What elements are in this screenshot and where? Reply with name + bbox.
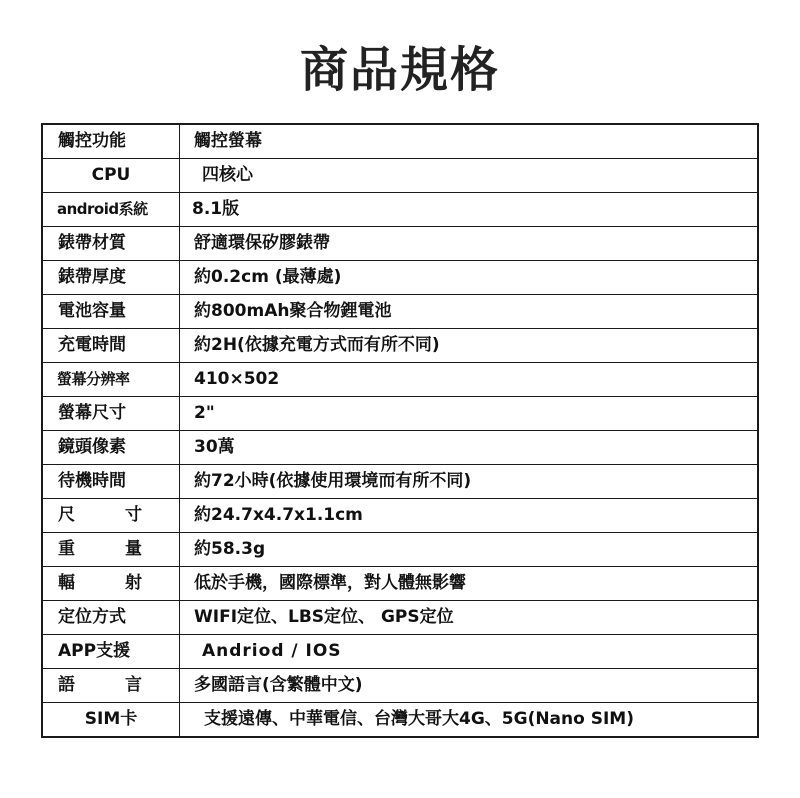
table-row [42,703,758,738]
spec-key: 螢幕尺寸 [42,397,180,431]
spec-key: 電池容量 [42,295,180,329]
table-row [42,499,758,533]
spec-value: 約72小時(依據使用環境而有所不同) [180,465,759,499]
spec-value: 約24.7x4.7x1.1cm [180,499,759,533]
spec-key: CPU [42,159,180,193]
spec-key: 鏡頭像素 [42,431,180,465]
spec-key [42,499,180,533]
spec-value: 低於手機，國際標準，對人體無影響 [180,567,759,601]
spec-key-part: 射 [125,573,142,593]
spec-key-part: 語 [58,675,75,695]
spec-key: 錶帶材質 [42,227,180,261]
spec-key: 定位方式 [42,601,180,635]
spec-value: WIFI定位、LBS定位、 GPS定位 [180,601,759,635]
spec-key-part: 言 [125,675,142,695]
spec-value: 約58.3g [180,533,759,567]
table-row [42,567,758,601]
spec-value: 四核心 [180,159,759,193]
table-row [42,295,758,329]
spec-key-part: 量 [125,539,142,559]
table-row [42,431,758,465]
spec-key: android系統 [42,193,180,227]
spec-key: SIM卡 [42,703,180,738]
table-row [42,635,758,669]
table-row [42,261,758,295]
spec-value: 約0.2cm (最薄處) [180,261,759,295]
spec-key-part: 尺 [58,505,75,525]
spec-key [42,669,180,703]
spec-value: 30萬 [180,431,759,465]
table-row [42,669,758,703]
spec-value: 舒適環保矽膠錶帶 [180,227,759,261]
spec-key: 錶帶厚度 [42,261,180,295]
spec-table [41,123,759,738]
spec-key: 觸控功能 [42,124,180,159]
table-row [42,465,758,499]
spec-key: 充電時間 [42,329,180,363]
spec-key-part: 寸 [125,505,142,525]
spec-key: 螢幕分辨率 [42,363,180,397]
spec-value: 2" [180,397,759,431]
table-row [42,601,758,635]
spec-key [42,567,180,601]
spec-key [42,533,180,567]
table-row [42,227,758,261]
spec-value: 支援遠傳、中華電信、台灣大哥大4G、5G(Nano SIM) [204,709,634,729]
spec-value: 約800mAh聚合物鋰電池 [180,295,759,329]
table-row [42,193,758,227]
table-row [42,159,758,193]
spec-key-part: 重 [58,539,75,559]
table-row [42,533,758,567]
table-row [42,363,758,397]
spec-value: 約2H(依據充電方式而有所不同) [180,329,759,363]
table-row [42,397,758,431]
table-row [42,329,758,363]
spec-value: 410×502 [180,363,759,397]
table-row [42,124,758,159]
page-title: 商品規格 [299,42,500,98]
spec-value: 8.1版 [180,193,759,227]
spec-key-part: 輻 [58,573,75,593]
spec-value: 多國語言(含繁體中文) [180,669,759,703]
spec-value: 觸控螢幕 [180,124,759,159]
spec-key: APP支援 [42,635,180,669]
spec-value: Andriod / IOS [180,635,759,669]
spec-key: 待機時間 [42,465,180,499]
